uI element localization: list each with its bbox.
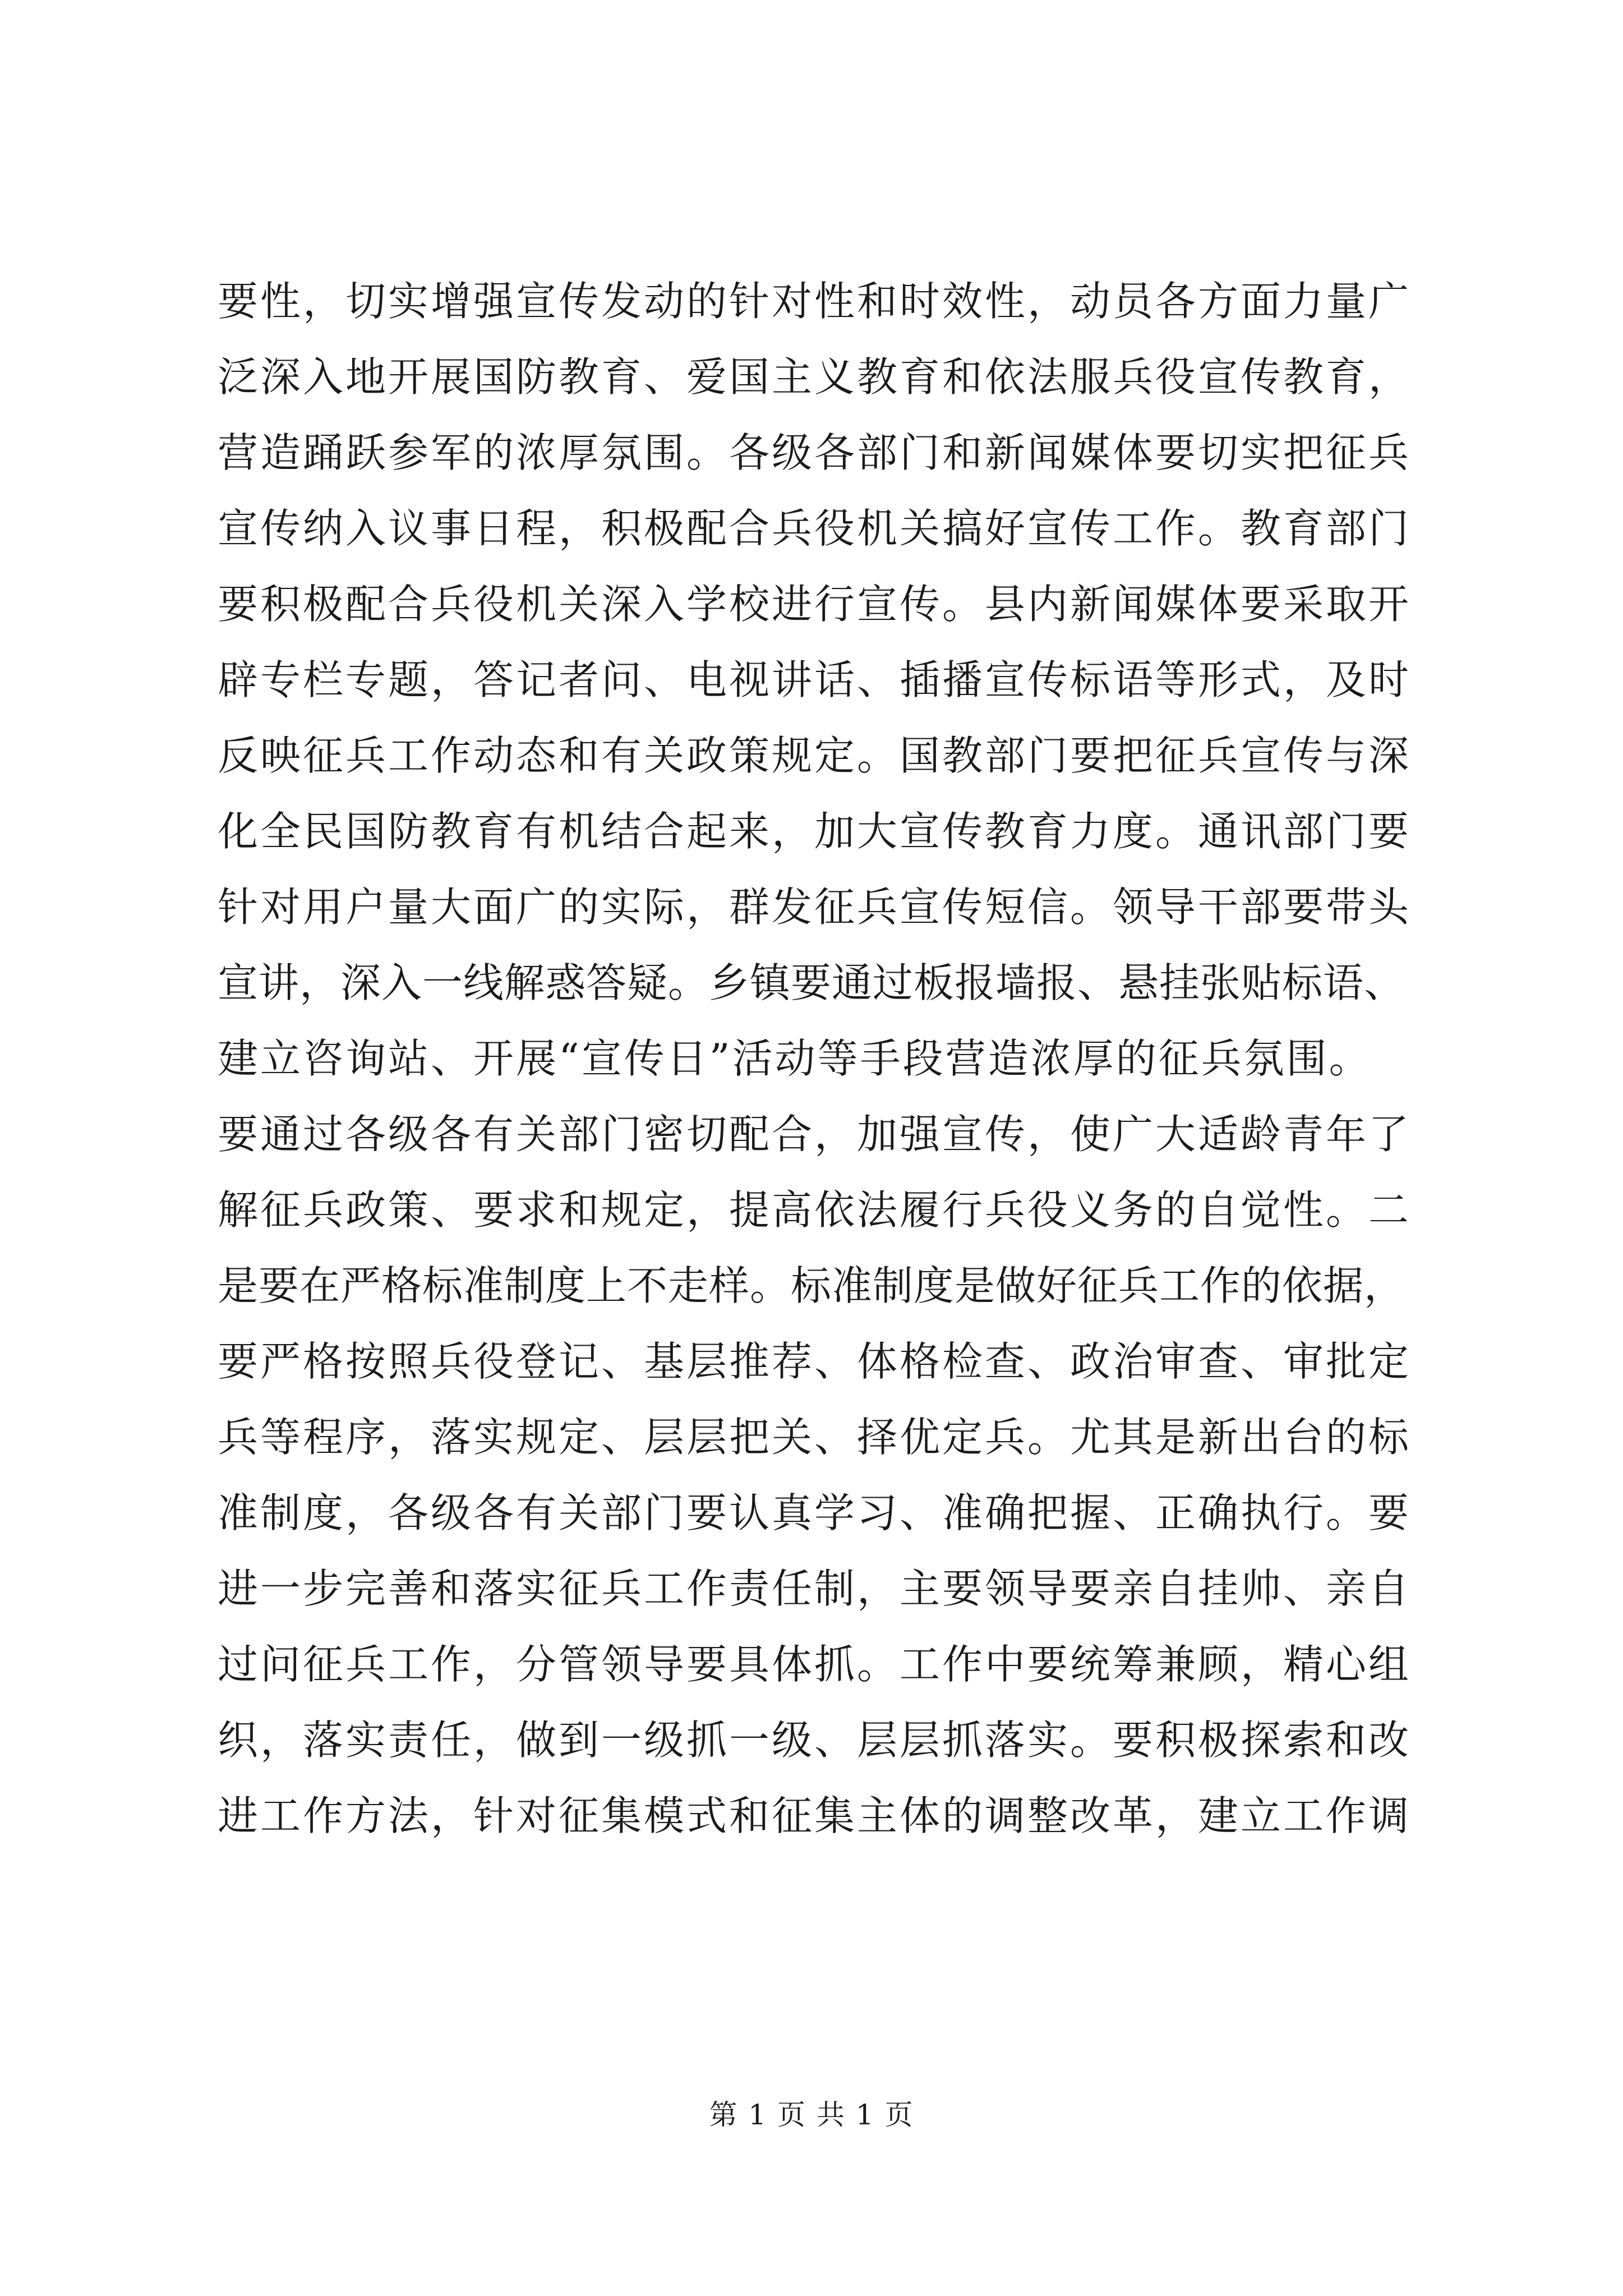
text-line: 要性，切实增强宣传发动的针对性和时效性，动员各方面力量广 — [218, 278, 1412, 325]
text-line: 织，落实责任，做到一级抓一级、层层抓落实。要积极探索和改 — [218, 1717, 1412, 1764]
text-line: 解征兵政策、要求和规定，提高依法履行兵役义务的自觉性。二 — [218, 1186, 1412, 1234]
text-line: 要积极配合兵役机关深入学校进行宣传。县内新闻媒体要采取开 — [218, 581, 1412, 628]
text-line: 进工作方法，针对征集模式和征集主体的调整改革，建立工作调 — [218, 1792, 1412, 1839]
text-line: 要严格按照兵役登记、基层推荐、体格检查、政治审查、审批定 — [218, 1338, 1412, 1385]
text-line: 宣讲，深入一线解惑答疑。乡镇要通过板报墙报、悬挂张贴标语、 — [218, 959, 1405, 1006]
text-line: 辟专栏专题，答记者问、电视讲话、插播宣传标语等形式，及时 — [218, 656, 1412, 703]
body-text — [218, 264, 1412, 1854]
text-line: 准制度，各级各有关部门要认真学习、准确把握、正确执行。要 — [218, 1489, 1412, 1536]
text-line: 过问征兵工作，分管领导要具体抓。工作中要统筹兼顾，精心组 — [218, 1641, 1412, 1688]
text-line: 进一步完善和落实征兵工作责任制，主要领导要亲自挂帅、亲自 — [218, 1565, 1412, 1612]
text-line: 泛深入地开展国防教育、爱国主义教育和依法服兵役宣传教育， — [218, 353, 1412, 401]
text-line: 营造踊跃参军的浓厚氛围。各级各部门和新闻媒体要切实把征兵 — [218, 429, 1412, 476]
page-footer: 第 1 页 共 1 页 — [709, 2099, 914, 2131]
text-line: 要通过各级各有关部门密切配合，加强宣传，使广大适龄青年了 — [218, 1111, 1412, 1158]
text-line: 针对用户量大面广的实际，群发征兵宣传短信。领导干部要带头 — [218, 884, 1412, 931]
text-line: 建立咨询站、开展“宣传日”活动等手段营造浓厚的征兵氛围。 — [218, 1035, 1372, 1082]
text-line: 化全民国防教育有机结合起来，加大宣传教育力度。通讯部门要 — [218, 808, 1412, 855]
text-line: 宣传纳入议事日程，积极配合兵役机关搞好宣传工作。教育部门 — [218, 505, 1412, 552]
text-line: 是要在严格标准制度上不走样。标准制度是做好征兵工作的依据， — [218, 1262, 1405, 1309]
text-line: 反映征兵工作动态和有关政策规定。国教部门要把征兵宣传与深 — [218, 732, 1412, 779]
text-line: 兵等程序，落实规定、层层把关、择优定兵。尤其是新出台的标 — [218, 1414, 1412, 1461]
